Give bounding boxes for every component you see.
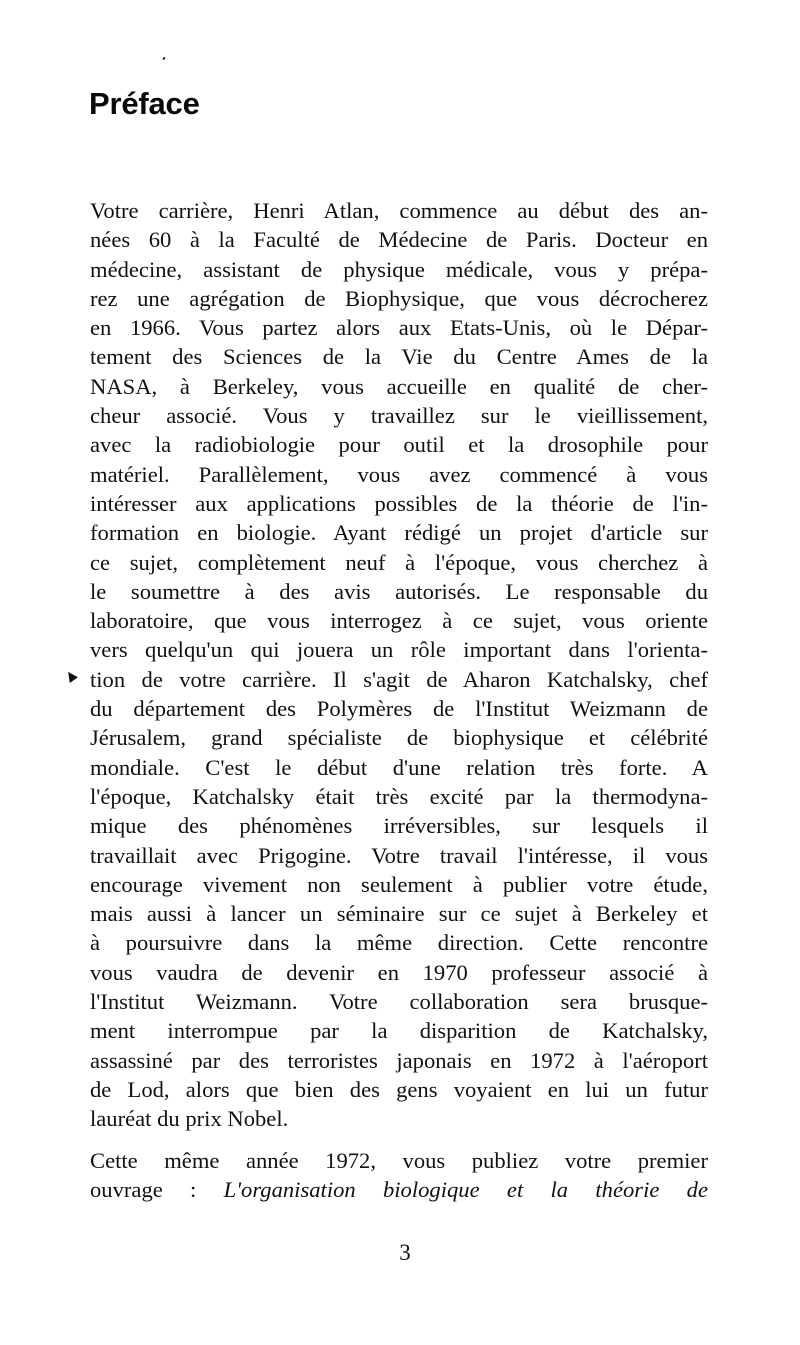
text-line: cheur associé. Vous y travaillez sur le vieillissement, [90, 403, 708, 429]
text-line: Cette même année 1972, vous publiez votre premier [90, 1147, 708, 1173]
text-line: mique des phénomènes irréversibles, sur lesquels il [90, 813, 708, 839]
page-title: Préface [89, 86, 200, 121]
text-line: laboratoire, que vous interrogez à ce sujet, vous oriente [90, 608, 708, 634]
text-line: en 1966. Vous partez alors aux Etats-Unis, où le Dépar- [90, 315, 708, 341]
text-line: ce sujet, complètement neuf à l'époque, vous cherchez à [90, 549, 708, 575]
text-line: tement des Sciences de la Vie du Centre Ames de la [90, 344, 708, 370]
text-line [90, 1175, 708, 1204]
paragraph-1 [90, 196, 708, 1134]
text-line: médecine, assistant de physique médicale, vous y prépa- [90, 256, 708, 282]
text-line: assassiné par des terroristes japonais en 1972 à l'aéroport [90, 1047, 708, 1073]
text-line: de Lod, alors que bien des gens voyaient en lui un futur [90, 1076, 708, 1102]
text-line: l'Institut Weizmann. Votre collaboration sera brusque- [90, 989, 708, 1015]
scan-speck [162, 57, 165, 61]
text-span: ouvrage : [90, 1176, 224, 1202]
text-line: Votre carrière, Henri Atlan, commence au début des an- [90, 198, 708, 223]
text-line: tion de votre carrière. Il s'agit de Aharon Katchalsky, chef [90, 666, 708, 692]
text-line: mondiale. C'est le début d'une relation très forte. A [90, 754, 708, 780]
text-line: l'époque, Katchalsky était très excité par la thermodyna- [90, 783, 708, 809]
text-line: à poursuivre dans la même direction. Cette rencontre [90, 930, 708, 956]
text-line: formation en biologie. Ayant rédigé un projet d'article sur [90, 520, 708, 546]
book-title: L'organisation biologique et la théorie de [223, 1176, 709, 1202]
page-number: 3 [399, 1240, 411, 1265]
text-line: Jérusalem, grand spécialiste de biophysique et célébrité [90, 725, 708, 751]
text-line: ment interrompue par la disparition de Katchalsky, [90, 1018, 708, 1044]
text-line: le soumettre à des avis autorisés. Le responsable du [90, 578, 708, 604]
margin-arrow-icon [64, 669, 78, 683]
text-line: mais aussi à lancer un séminaire sur ce sujet à Berkeley et [90, 901, 708, 927]
text-line: travaillait avec Prigogine. Votre travail l'intéresse, il vous [90, 842, 708, 868]
text-line: avec la radiobiologie pour outil et la drosophile pour [90, 432, 708, 458]
text-line: lauréat du prix Nobel. [90, 1106, 289, 1132]
text-line: vers quelqu'un qui jouera un rôle important dans l'orienta- [90, 637, 708, 663]
text-line: NASA, à Berkeley, vous accueille en qualité de cher- [90, 373, 708, 399]
text-line: encourage vivement non seulement à publier votre étude, [90, 871, 708, 897]
paragraph-2 [90, 1146, 708, 1205]
text-line: vous vaudra de devenir en 1970 professeur associé à [90, 959, 708, 985]
text-line: du département des Polymères de l'Institut Weizmann de [90, 696, 708, 722]
text-line: matériel. Parallèlement, vous avez commencé à vous [90, 461, 708, 487]
text-line: nées 60 à la Faculté de Médecine de Paris. Docteur en [90, 227, 708, 253]
text-line: rez une agrégation de Biophysique, que vous décrocherez [90, 285, 708, 311]
body-text [90, 196, 708, 1204]
text-line: intéresser aux applications possibles de la théorie de l'in- [90, 490, 708, 516]
